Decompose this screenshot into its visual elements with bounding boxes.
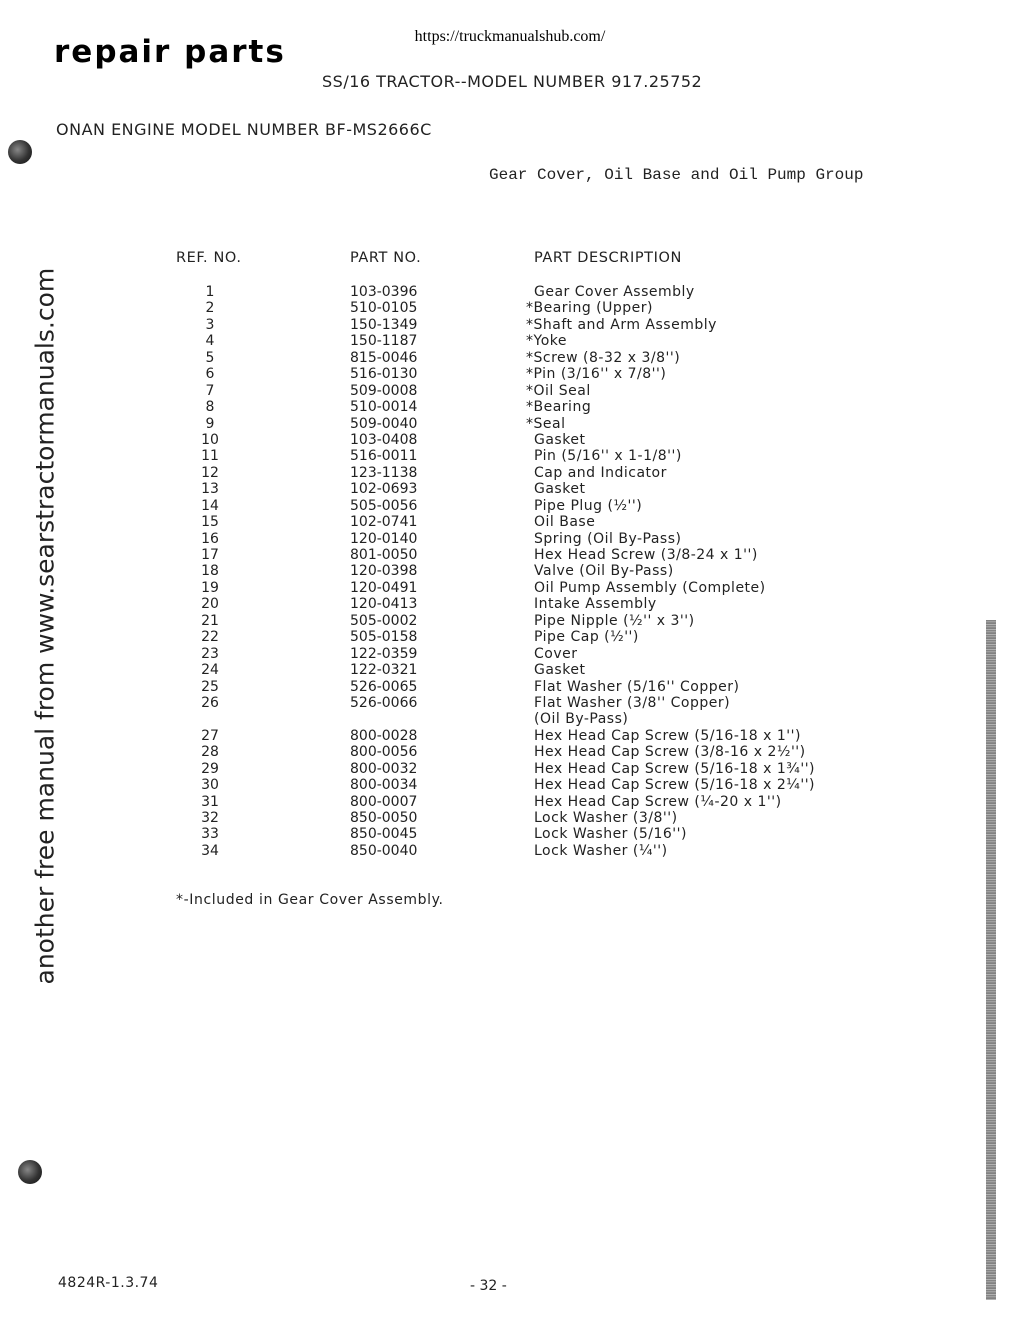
part-description: Hex Head Cap Screw (¼-20 x 1'') bbox=[534, 793, 782, 810]
part-number: 123-1138 bbox=[350, 464, 418, 481]
part-description: Gasket bbox=[534, 481, 586, 498]
part-description: Lock Washer (5/16'') bbox=[534, 826, 687, 843]
ref-number: 19 bbox=[201, 579, 219, 596]
part-description: Spring (Oil By-Pass) bbox=[534, 530, 682, 547]
table-row bbox=[150, 744, 850, 760]
table-row bbox=[150, 843, 850, 859]
column-header-ref: REF. NO. bbox=[176, 250, 242, 266]
part-number: 510-0014 bbox=[350, 399, 418, 416]
column-header-part: PART NO. bbox=[350, 250, 422, 266]
part-number: 850-0040 bbox=[350, 842, 418, 859]
part-number: 120-0140 bbox=[350, 530, 418, 547]
table-row bbox=[150, 465, 850, 481]
ref-number: 9 bbox=[205, 415, 215, 432]
table-row bbox=[150, 498, 850, 514]
part-description: Flat Washer (5/16'' Copper) bbox=[534, 678, 740, 695]
part-number: 505-0002 bbox=[350, 612, 418, 629]
ref-number: 10 bbox=[201, 431, 219, 448]
part-description: Pipe Nipple (½'' x 3'') bbox=[534, 612, 695, 629]
part-description: Hex Head Cap Screw (5/16-18 x 2¼'') bbox=[534, 777, 816, 794]
part-description: *Bearing bbox=[526, 399, 592, 416]
part-number: 120-0413 bbox=[350, 596, 418, 613]
part-number: 800-0032 bbox=[350, 760, 418, 777]
ref-number: 30 bbox=[201, 777, 219, 794]
ref-number: 14 bbox=[201, 497, 219, 514]
part-number: 526-0066 bbox=[350, 694, 418, 711]
part-description: Cover bbox=[534, 645, 578, 662]
ref-number: 3 bbox=[205, 316, 215, 333]
part-number: 122-0321 bbox=[350, 662, 418, 679]
table-row bbox=[150, 317, 850, 333]
ref-number: 22 bbox=[201, 629, 219, 646]
ref-number: 32 bbox=[201, 810, 219, 826]
table-row bbox=[150, 711, 850, 727]
group-title: Gear Cover, Oil Base and Oil Pump Group bbox=[489, 166, 864, 184]
part-number: 103-0396 bbox=[350, 284, 418, 300]
part-description: Pipe Cap (½'') bbox=[534, 629, 639, 646]
brand-title: repair parts bbox=[54, 34, 286, 70]
ref-number: 6 bbox=[205, 366, 215, 383]
ref-number: 26 bbox=[201, 694, 219, 711]
part-description: Flat Washer (3/8'' Copper) bbox=[534, 694, 731, 711]
table-row bbox=[150, 284, 850, 300]
ref-number: 20 bbox=[201, 596, 219, 613]
part-number: 150-1187 bbox=[350, 333, 418, 350]
ref-number: 12 bbox=[201, 464, 219, 481]
punch-hole-icon bbox=[18, 1160, 42, 1184]
table-row bbox=[150, 794, 850, 810]
part-number: 509-0008 bbox=[350, 382, 418, 399]
punch-hole-icon bbox=[8, 140, 32, 164]
part-description: Hex Head Cap Screw (3/8-16 x 2½'') bbox=[534, 744, 806, 761]
ref-number: 4 bbox=[205, 333, 215, 350]
table-row bbox=[150, 563, 850, 579]
table-row bbox=[150, 613, 850, 629]
part-description: (Oil By-Pass) bbox=[534, 711, 629, 728]
table-row bbox=[150, 448, 850, 464]
table-row bbox=[150, 531, 850, 547]
table-row bbox=[150, 350, 850, 366]
table-row bbox=[150, 300, 850, 316]
part-description: Cap and Indicator bbox=[534, 464, 667, 481]
ref-number: 18 bbox=[201, 563, 219, 580]
ref-number: 31 bbox=[201, 793, 219, 810]
part-description: Lock Washer (3/8'') bbox=[534, 810, 678, 826]
ref-number: 24 bbox=[201, 662, 219, 679]
ref-number: 28 bbox=[201, 744, 219, 761]
part-description: Hex Head Screw (3/8-24 x 1'') bbox=[534, 547, 758, 563]
part-description: Gasket bbox=[534, 431, 586, 448]
part-number: 120-0491 bbox=[350, 579, 418, 596]
ref-number: 1 bbox=[205, 284, 215, 300]
part-number: 800-0028 bbox=[350, 727, 418, 744]
ref-number: 21 bbox=[201, 612, 219, 629]
table-row bbox=[150, 679, 850, 695]
part-description: *Oil Seal bbox=[526, 382, 591, 399]
table-row bbox=[150, 777, 850, 793]
table-row bbox=[150, 629, 850, 645]
part-description: Gasket bbox=[534, 662, 586, 679]
parts-table bbox=[150, 284, 850, 859]
part-number: 800-0056 bbox=[350, 744, 418, 761]
table-row bbox=[150, 646, 850, 662]
table-row bbox=[150, 399, 850, 415]
part-description: Intake Assembly bbox=[534, 596, 657, 613]
engine-line: ONAN ENGINE MODEL NUMBER BF-MS2666C bbox=[56, 120, 432, 139]
table-row bbox=[150, 728, 850, 744]
page-number: - 32 - bbox=[470, 1278, 507, 1294]
part-number: 120-0398 bbox=[350, 563, 418, 580]
part-number: 850-0045 bbox=[350, 826, 418, 843]
scan-edge bbox=[986, 620, 996, 1300]
part-description: Oil Pump Assembly (Complete) bbox=[534, 579, 766, 596]
table-row bbox=[150, 695, 850, 711]
ref-number: 23 bbox=[201, 645, 219, 662]
table-row bbox=[150, 596, 850, 612]
footnote: *-Included in Gear Cover Assembly. bbox=[176, 892, 444, 908]
table-row bbox=[150, 547, 850, 563]
part-number: 103-0408 bbox=[350, 431, 418, 448]
part-description: Pin (5/16'' x 1-1/8'') bbox=[534, 448, 682, 465]
part-number: 505-0056 bbox=[350, 497, 418, 514]
part-number: 150-1349 bbox=[350, 316, 418, 333]
part-number: 102-0741 bbox=[350, 514, 418, 531]
part-description: Hex Head Cap Screw (5/16-18 x 1'') bbox=[534, 727, 801, 744]
ref-number: 16 bbox=[201, 530, 219, 547]
ref-number: 5 bbox=[205, 349, 215, 366]
part-number: 122-0359 bbox=[350, 645, 418, 662]
table-row bbox=[150, 514, 850, 530]
document-number: 4824R-1.3.74 bbox=[58, 1275, 159, 1291]
ref-number: 25 bbox=[201, 678, 219, 695]
table-row bbox=[150, 416, 850, 432]
part-description: Lock Washer (¼'') bbox=[534, 842, 668, 859]
table-row bbox=[150, 333, 850, 349]
ref-number: 11 bbox=[201, 448, 219, 465]
part-number: 510-0105 bbox=[350, 300, 418, 317]
ref-number: 34 bbox=[201, 842, 219, 859]
part-description: *Bearing (Upper) bbox=[526, 300, 653, 317]
part-number: 102-0693 bbox=[350, 481, 418, 498]
table-row bbox=[150, 383, 850, 399]
part-description: *Seal bbox=[526, 415, 566, 432]
ref-number: 13 bbox=[201, 481, 219, 498]
part-description: Valve (Oil By-Pass) bbox=[534, 563, 674, 580]
part-description: Oil Base bbox=[534, 514, 596, 531]
ref-number: 8 bbox=[205, 399, 215, 416]
part-description: Gear Cover Assembly bbox=[534, 284, 695, 300]
part-description: *Screw (8-32 x 3/8'') bbox=[526, 349, 681, 366]
ref-number: 17 bbox=[201, 547, 219, 563]
ref-number: 2 bbox=[205, 300, 215, 317]
column-header-desc: PART DESCRIPTION bbox=[534, 250, 682, 266]
model-line: SS/16 TRACTOR--MODEL NUMBER 917.25752 bbox=[322, 72, 703, 91]
table-row bbox=[150, 761, 850, 777]
part-number: 509-0040 bbox=[350, 415, 418, 432]
ref-number: 27 bbox=[201, 727, 219, 744]
part-description: Hex Head Cap Screw (5/16-18 x 1¾'') bbox=[534, 760, 816, 777]
part-number: 516-0130 bbox=[350, 366, 418, 383]
ref-number: 29 bbox=[201, 760, 219, 777]
part-number: 800-0034 bbox=[350, 777, 418, 794]
part-number: 850-0050 bbox=[350, 810, 418, 826]
table-row bbox=[150, 810, 850, 826]
part-number: 815-0046 bbox=[350, 349, 418, 366]
table-row bbox=[150, 662, 850, 678]
ref-number: 33 bbox=[201, 826, 219, 843]
table-row bbox=[150, 432, 850, 448]
source-url: https://truckmanualshub.com/ bbox=[414, 28, 606, 45]
ref-number: 15 bbox=[201, 514, 219, 531]
part-number: 516-0011 bbox=[350, 448, 418, 465]
part-number: 801-0050 bbox=[350, 547, 418, 563]
table-row bbox=[150, 580, 850, 596]
part-description: *Shaft and Arm Assembly bbox=[526, 316, 717, 333]
part-number: 800-0007 bbox=[350, 793, 418, 810]
part-number: 526-0065 bbox=[350, 678, 418, 695]
part-description: Pipe Plug (½'') bbox=[534, 497, 643, 514]
table-row bbox=[150, 826, 850, 842]
part-number: 505-0158 bbox=[350, 629, 418, 646]
table-row bbox=[150, 481, 850, 497]
ref-number: 7 bbox=[205, 382, 215, 399]
part-description: *Pin (3/16'' x 7/8'') bbox=[526, 366, 667, 383]
part-description: *Yoke bbox=[526, 333, 567, 350]
side-watermark: another free manual from www.searstractormanuals.com bbox=[30, 267, 60, 985]
table-row bbox=[150, 366, 850, 382]
